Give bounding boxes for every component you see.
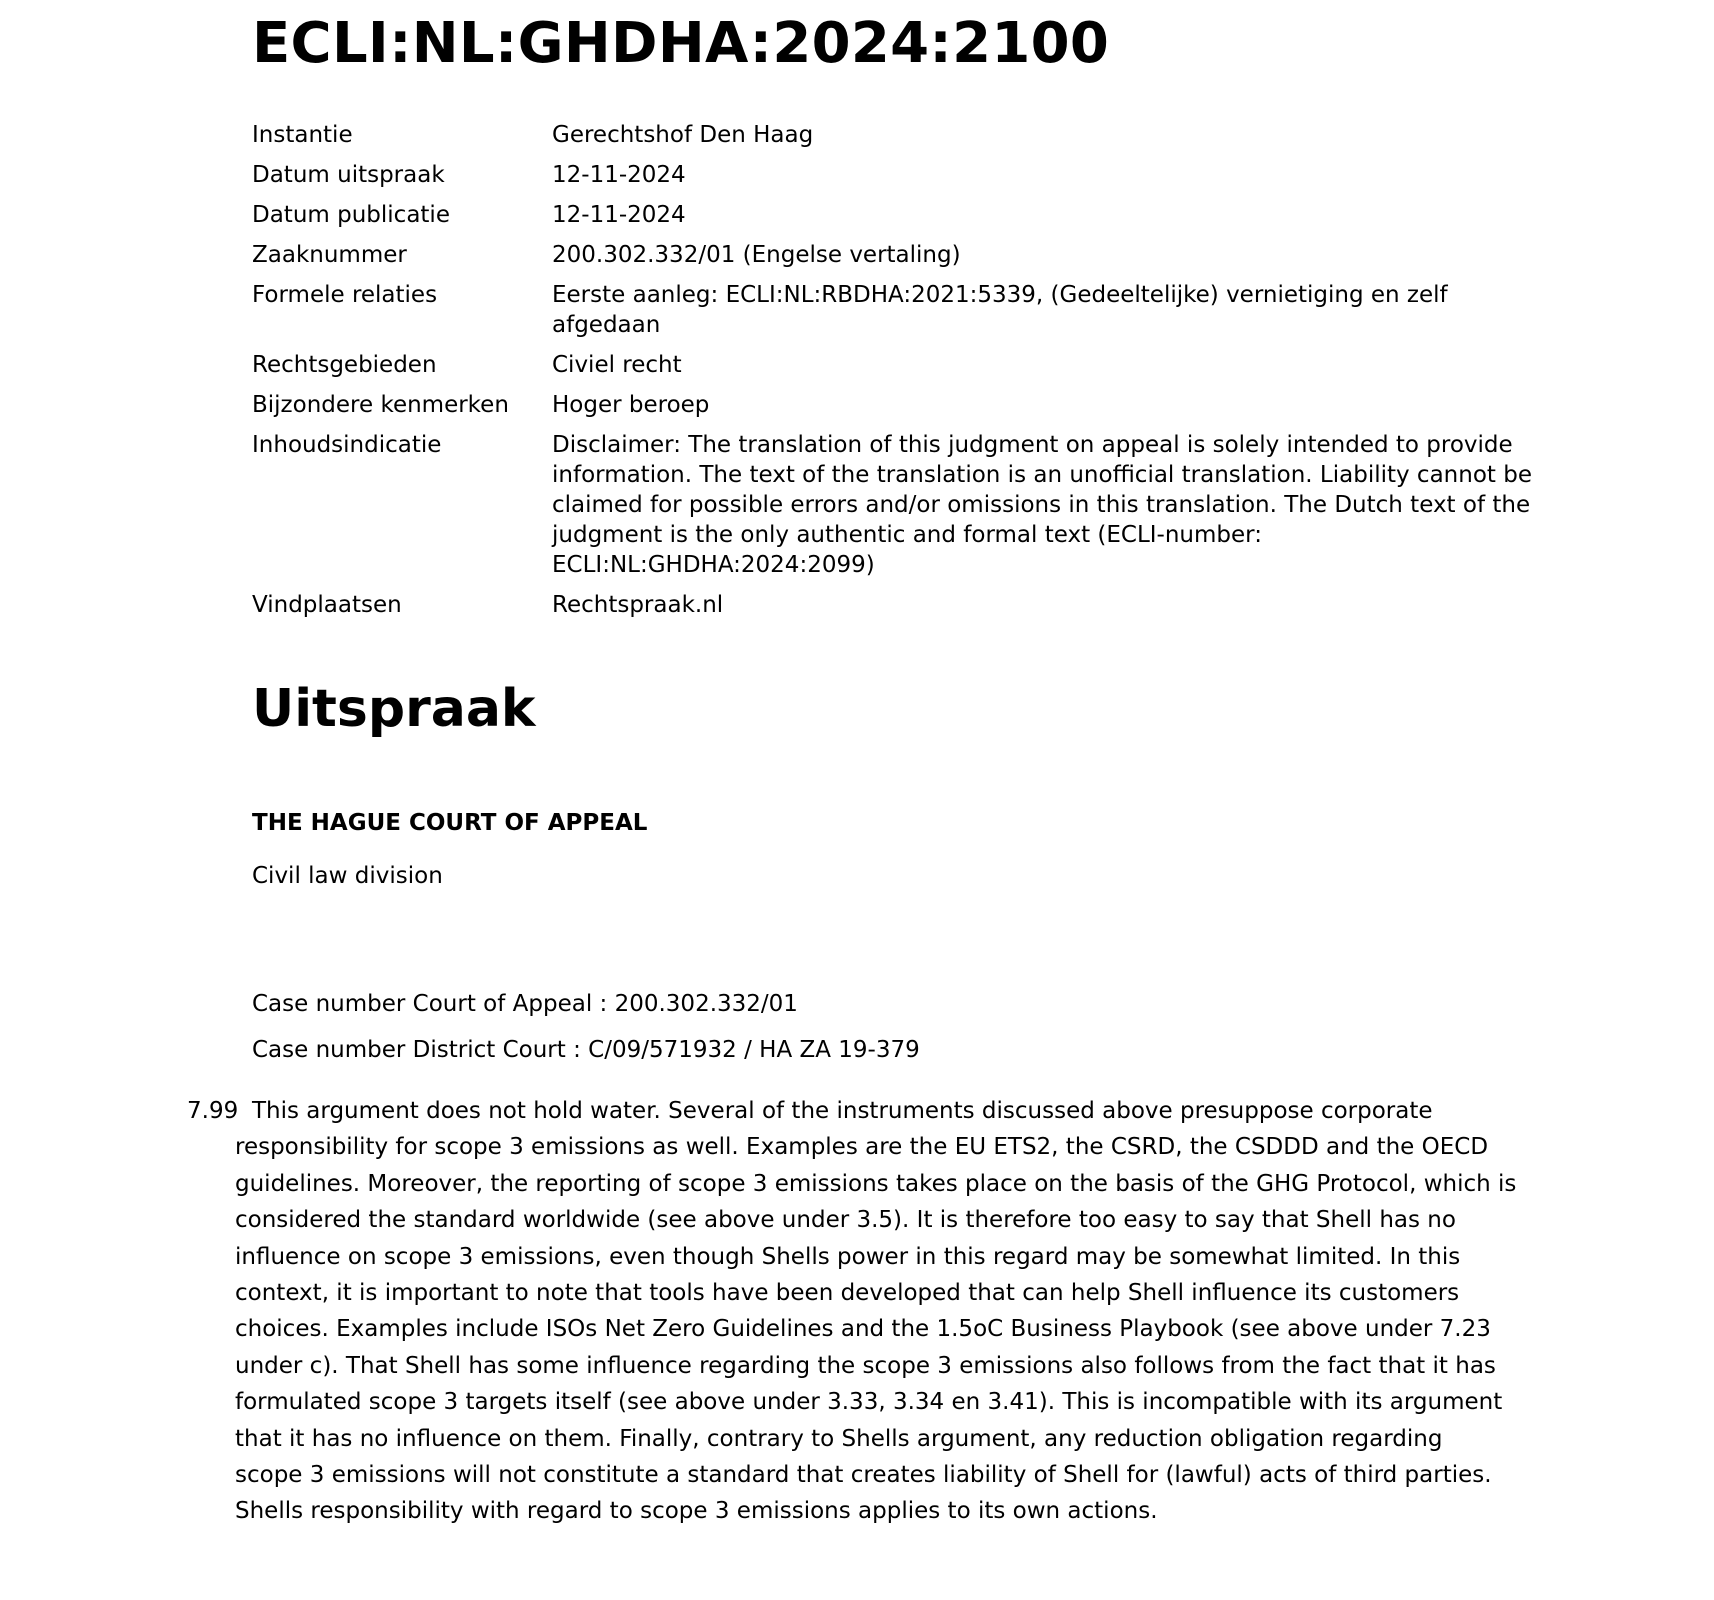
paragraph-text: This argument does not hold water. Several of the instruments discussed above presuppose corporate responsibility for scope 3 emissions as well. Examples are the EU ETS2, the CSRD, the CSDDD and the OECD guidelines. Moreover, the reporting of scope 3 emissions takes place on the basis of the GHG Protocol, which is considered the standard worldwide (see above under 3.5). It is therefore too easy to say that Shell has no influence on scope 3 emissions, even though Shells power in this regard may be somewhat limited. In this context, it is important to note that tools have been developed that can help Shell influence its customers choices. Examples include ISOs Net Zero Guidelines and the 1.5oC Business Playbook (see above under 7.23 under c). That Shell has some influence regarding the scope 3 emissions also follows from the fact that it has formulated scope 3 targets itself (see above under 3.33, 3.34 en 3.41). This is incompatible with its argument that it has no influence on them. Finally, contrary to Shells argument, any reduction obligation regarding scope 3 emissions will not constitute a standard that creates liability of Shell for (lawful) acts of third parties. Shells responsibility with regard to scope 3 emissions applies to its own actions. xyxy=(235,1098,1517,1525)
metadata-row xyxy=(252,430,1562,590)
metadata-value: 12-11-2024 xyxy=(552,162,686,188)
court-division: Civil law division xyxy=(252,863,443,889)
court-name: THE HAGUE COURT OF APPEAL xyxy=(252,810,648,836)
metadata-key: Datum publicatie xyxy=(252,202,450,228)
metadata-key: Instantie xyxy=(252,122,353,148)
metadata-value: 12-11-2024 xyxy=(552,202,686,228)
metadata-key: Vindplaatsen xyxy=(252,592,402,618)
paragraph-number: 7.99 xyxy=(187,1098,239,1124)
metadata-value: Eerste aanleg: ECLI:NL:RBDHA:2021:5339, (Gedeeltelijke) vernietiging en zelf afgedaan xyxy=(552,282,1448,338)
metadata-key: Zaaknummer xyxy=(252,242,407,268)
metadata-row xyxy=(252,390,1562,430)
metadata-value: Gerechtshof Den Haag xyxy=(552,122,814,148)
metadata-value: Rechtspraak.nl xyxy=(552,592,724,618)
case-number-appeal: Case number Court of Appeal : 200.302.332/01 xyxy=(252,991,798,1017)
metadata-row xyxy=(252,350,1562,390)
metadata-table xyxy=(252,120,1562,630)
metadata-value: Civiel recht xyxy=(552,352,682,378)
metadata-row xyxy=(252,590,1562,630)
metadata-value: Disclaimer: The translation of this judgment on appeal is solely intended to provide information. The text of the translation is an unofficial translation. Liability cannot be claimed for possible errors and/or omissions in this translation. The Dutch text of the judgment is the only authentic and formal text (ECLI-number: ECLI:NL:GHDHA:2024:2099) xyxy=(552,432,1532,578)
metadata-key: Inhoudsindicatie xyxy=(252,432,442,458)
metadata-row xyxy=(252,120,1562,160)
document-title: ECLI:NL:GHDHA:2024:2100 xyxy=(252,11,1110,76)
metadata-key: Formele relaties xyxy=(252,282,438,308)
case-number-district: Case number District Court : C/09/571932 / HA ZA 19-379 xyxy=(252,1037,920,1063)
metadata-value: Hoger beroep xyxy=(552,392,710,418)
metadata-row xyxy=(252,160,1562,200)
section-heading-uitspraak: Uitspraak xyxy=(252,679,536,739)
metadata-key: Bijzondere kenmerken xyxy=(252,392,509,418)
metadata-row xyxy=(252,200,1562,240)
metadata-row xyxy=(252,280,1562,350)
metadata-key: Datum uitspraak xyxy=(252,162,445,188)
metadata-value: 200.302.332/01 (Engelse vertaling) xyxy=(552,242,961,268)
metadata-key: Rechtsgebieden xyxy=(252,352,437,378)
metadata-row xyxy=(252,240,1562,280)
judgment-paragraph xyxy=(187,1093,1517,1530)
